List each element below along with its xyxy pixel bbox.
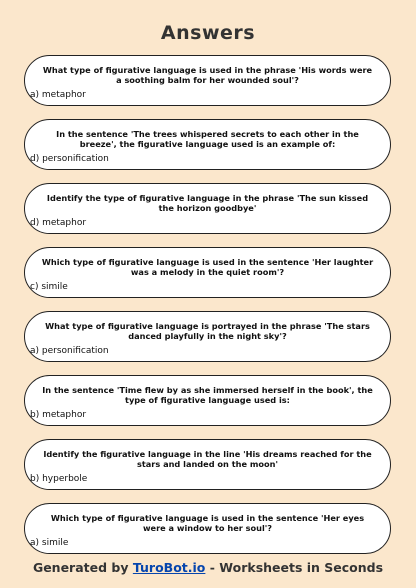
answer-text: c) simile bbox=[30, 282, 68, 292]
question-text: What type of figurative language is used in the phrase 'His words were a soothing balm for her wounded soul'? bbox=[42, 65, 373, 85]
question-text: Identify the figurative language in the line 'His dreams reached for the stars and landed on the moon' bbox=[43, 449, 372, 469]
answer-text: a) simile bbox=[30, 538, 69, 548]
answer-card-3 bbox=[24, 183, 391, 234]
question-text: What type of figurative language is portrayed in the phrase 'The stars danced playfully in the night sky'? bbox=[45, 321, 370, 341]
turobot-link[interactable]: TuroBot.io bbox=[132, 560, 206, 575]
answer-text: d) metaphor bbox=[30, 218, 87, 228]
answer-text: a) personification bbox=[30, 346, 109, 356]
answer-card-8 bbox=[24, 503, 391, 554]
question-text: Identify the type of figurative language in the phrase 'The sun kissed the horizon goodbye' bbox=[46, 193, 369, 213]
footer-prefix: Generated by bbox=[32, 560, 133, 575]
answer-card-7 bbox=[24, 439, 391, 490]
answer-card-4 bbox=[24, 247, 391, 298]
answer-text: a) metaphor bbox=[30, 90, 86, 100]
footer-suffix: - Worksheets in Seconds bbox=[205, 560, 384, 575]
answer-card-2 bbox=[24, 119, 391, 170]
answer-card-1 bbox=[24, 55, 391, 106]
answer-text: b) metaphor bbox=[30, 410, 87, 420]
footer bbox=[0, 560, 416, 575]
question-text: Which type of figurative language is used in the sentence 'Her laughter was a melody in the quiet room'? bbox=[41, 257, 374, 277]
question-text: Which type of figurative language is used in the sentence 'Her eyes were a window to her soul'? bbox=[50, 513, 365, 533]
question-text: In the sentence 'Time flew by as she immersed herself in the book', the type of figurative language used is: bbox=[42, 385, 373, 405]
page-title: Answers bbox=[160, 22, 256, 44]
answer-text: b) hyperbole bbox=[30, 474, 88, 484]
answer-card-5 bbox=[24, 311, 391, 362]
answer-text: d) personification bbox=[30, 154, 109, 164]
answer-card-6 bbox=[24, 375, 391, 426]
question-text: In the sentence 'The trees whispered secrets to each other in the breeze', the figurative language used is an example of: bbox=[56, 129, 359, 149]
